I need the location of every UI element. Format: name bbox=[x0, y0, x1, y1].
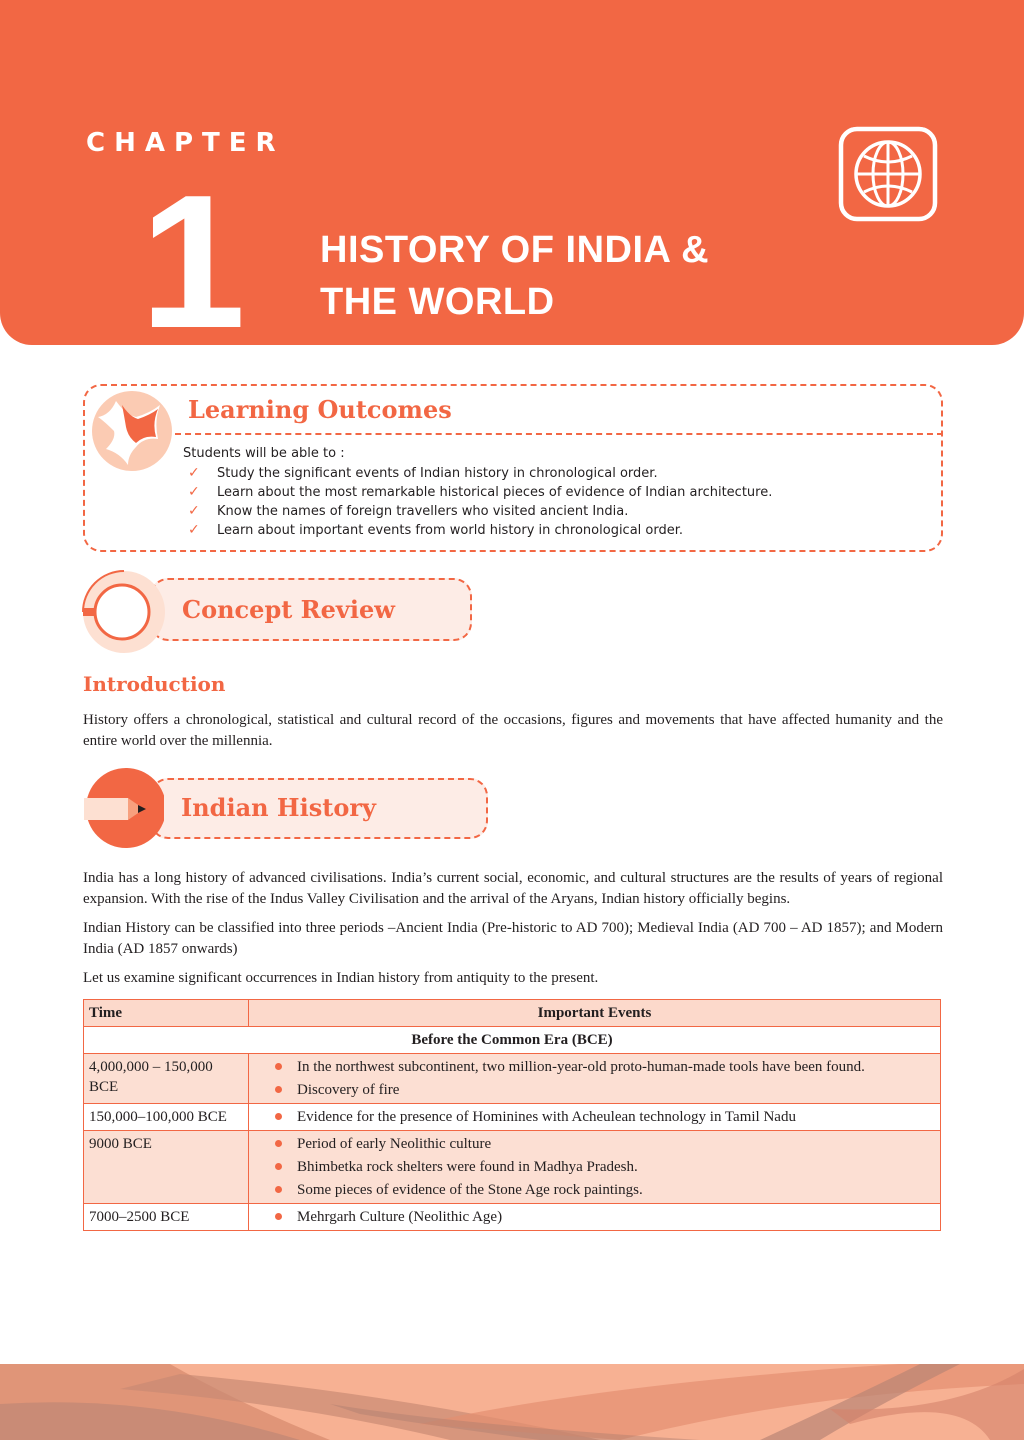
wave-pattern bbox=[0, 1364, 1024, 1440]
learning-outcomes-intro: Students will be able to : bbox=[183, 446, 345, 461]
table-row bbox=[84, 1204, 941, 1231]
ring-icon bbox=[82, 570, 166, 654]
globe-icon bbox=[838, 126, 938, 222]
event-item: Evidence for the presence of Hominines with Acheulean technology in Tamil Nadu bbox=[254, 1107, 935, 1127]
time-cell: 150,000–100,000 BCE bbox=[84, 1104, 249, 1131]
introduction-paragraph: History offers a chronological, statistical and cultural record of the occasions, figures and movements that have affected humanity and the entire world over the millennia. bbox=[83, 712, 943, 749]
learning-outcome-item bbox=[183, 521, 933, 540]
check-icon: ✓ bbox=[188, 484, 200, 500]
learning-outcome-item bbox=[183, 502, 933, 521]
era-row bbox=[84, 1027, 941, 1054]
indian-history-paragraph-3: Let us examine significant occurrences in Indian history from antiquity to the present. bbox=[83, 970, 599, 986]
learning-outcomes-divider bbox=[175, 433, 943, 435]
time-cell: 9000 BCE bbox=[84, 1131, 249, 1204]
learning-outcome-text: Know the names of foreign travellers who visited ancient India. bbox=[217, 504, 629, 519]
decorative-footer bbox=[0, 1364, 1024, 1440]
learning-outcome-item bbox=[183, 483, 933, 502]
check-icon: ✓ bbox=[188, 465, 200, 481]
chapter-title-line-1: HISTORY OF INDIA & bbox=[320, 229, 710, 271]
table-row bbox=[84, 1104, 941, 1131]
time-cell: 4,000,000 – 150,000 BCE bbox=[84, 1054, 249, 1104]
concept-review-title: Concept Review bbox=[182, 595, 395, 624]
events-table bbox=[83, 999, 941, 1231]
introduction-heading: Introduction bbox=[83, 672, 226, 696]
indian-history-title: Indian History bbox=[181, 793, 376, 822]
indian-history-paragraph-1: India has a long history of advanced civilisations. India’s current social, economic, and cultural structures are the results of years of regional expansion. With the rise of the Indus Valley Civilisation and the arrival of the Aryans, Indian history officially begins. bbox=[83, 870, 943, 907]
learning-outcome-text: Learn about the most remarkable historical pieces of evidence of Indian architecture. bbox=[217, 485, 773, 500]
events-cell bbox=[249, 1131, 941, 1204]
events-cell bbox=[249, 1204, 941, 1231]
indian-history-paragraph-2: Indian History can be classified into three periods –Ancient India (Pre-historic to AD 700); Medieval India (AD 700 – AD 1857); and Modern India (AD 1857 onwards) bbox=[83, 920, 943, 957]
learning-outcome-item bbox=[183, 464, 933, 483]
table-header-row bbox=[84, 1000, 941, 1027]
table-row bbox=[84, 1054, 941, 1104]
event-item: Discovery of fire bbox=[254, 1080, 935, 1100]
chapter-header bbox=[0, 0, 1024, 345]
event-item: Period of early Neolithic culture bbox=[254, 1134, 935, 1154]
chapter-title-line-2: THE WORLD bbox=[320, 281, 555, 323]
time-cell: 7000–2500 BCE bbox=[84, 1204, 249, 1231]
table-row bbox=[84, 1131, 941, 1204]
learning-outcomes-title: Learning Outcomes bbox=[188, 395, 452, 424]
learning-outcomes-badge bbox=[92, 391, 172, 471]
era-label: Before the Common Era (BCE) bbox=[84, 1027, 941, 1054]
learning-outcomes-list bbox=[183, 464, 933, 540]
chapter-label: CHAPTER bbox=[86, 128, 285, 158]
event-item: Mehrgarh Culture (Neolithic Age) bbox=[254, 1207, 935, 1227]
column-header-events: Important Events bbox=[249, 1000, 941, 1027]
check-icon: ✓ bbox=[188, 503, 200, 519]
check-icon: ✓ bbox=[188, 522, 200, 538]
learning-outcome-text: Study the significant events of Indian history in chronological order. bbox=[217, 466, 658, 481]
column-header-time: Time bbox=[84, 1000, 249, 1027]
indian-history-header bbox=[83, 766, 943, 850]
pencil-icon bbox=[84, 768, 164, 848]
body-flow bbox=[83, 668, 943, 1231]
event-item: Some pieces of evidence of the Stone Age rock paintings. bbox=[254, 1180, 935, 1200]
learning-outcome-text: Learn about important events from world history in chronological order. bbox=[217, 523, 684, 538]
event-item: In the northwest subcontinent, two million-year-old proto-human-made tools have been found. bbox=[254, 1057, 935, 1077]
event-item: Bhimbetka rock shelters were found in Madhya Pradesh. bbox=[254, 1157, 935, 1177]
star-icon bbox=[92, 391, 172, 471]
events-cell bbox=[249, 1104, 941, 1131]
chapter-number: 1 bbox=[140, 190, 246, 335]
chapter-title bbox=[320, 224, 820, 328]
events-cell bbox=[249, 1054, 941, 1104]
